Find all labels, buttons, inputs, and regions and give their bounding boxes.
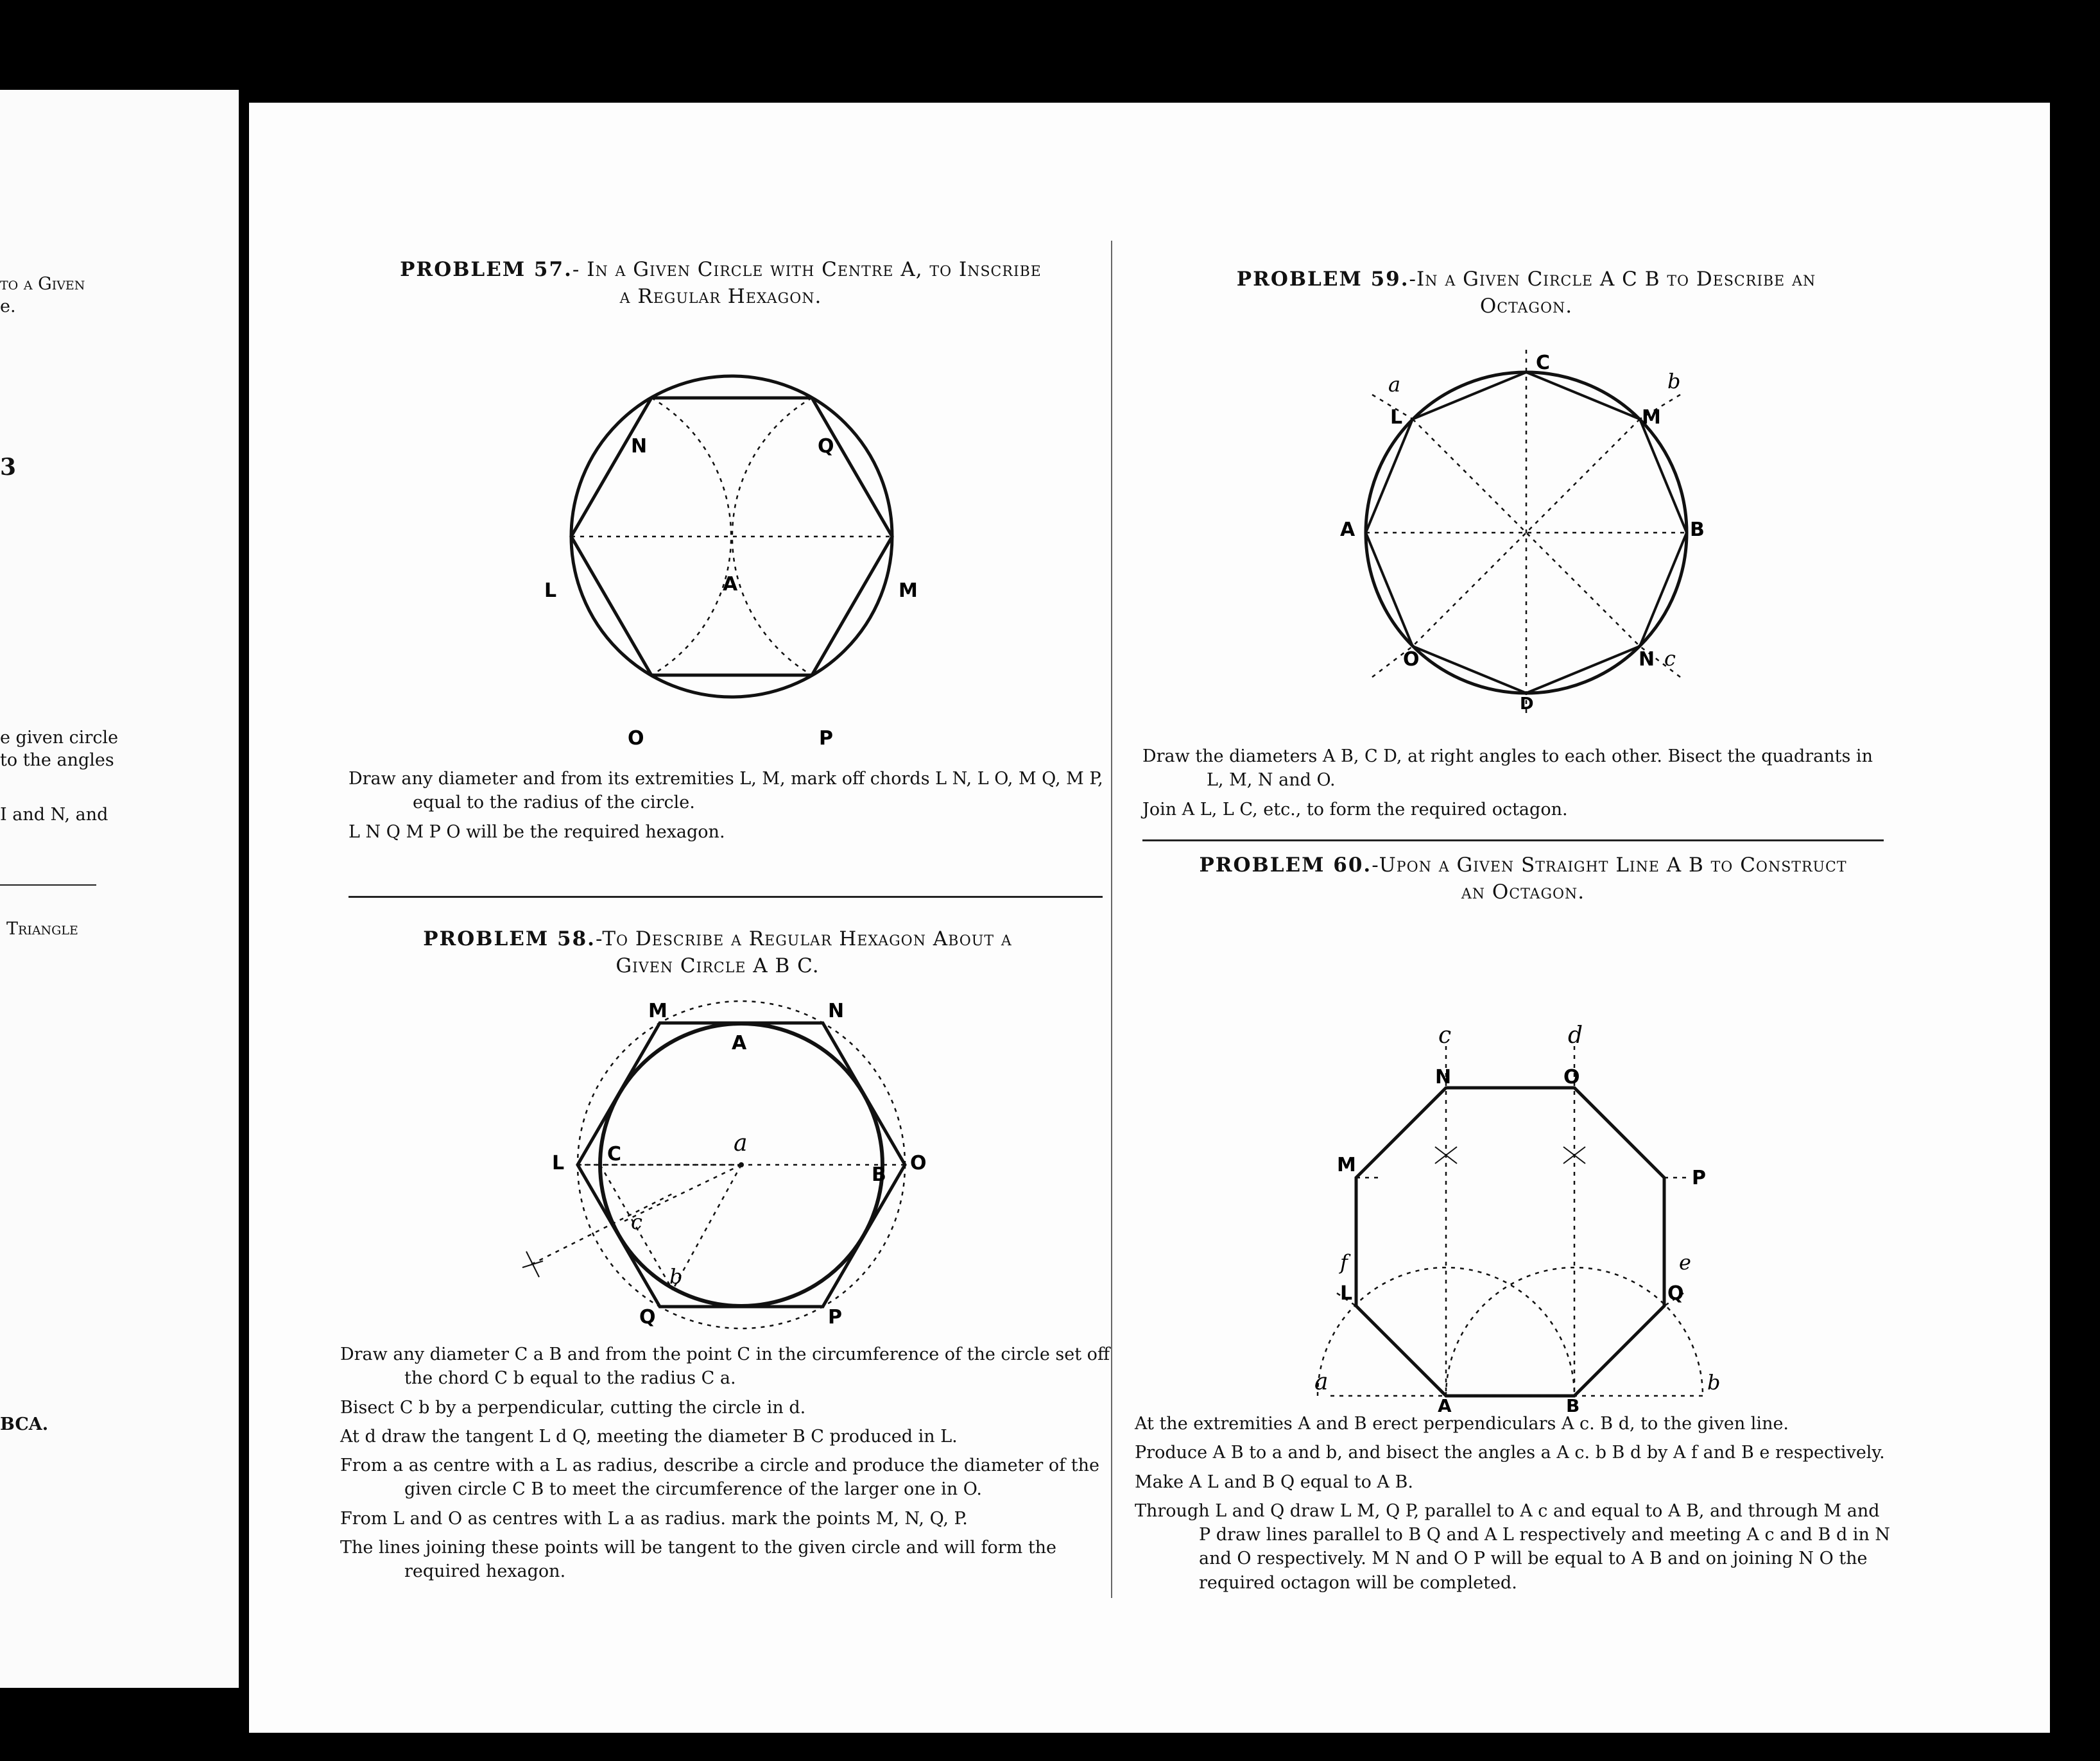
- label-A: A: [723, 573, 738, 596]
- label-Q: Q: [639, 1306, 656, 1328]
- label-O: O: [1403, 648, 1420, 671]
- label-N: N: [631, 435, 648, 458]
- problem-59-diagram: [1334, 337, 1732, 735]
- label-a: a: [734, 1130, 748, 1156]
- label-L: L: [552, 1152, 565, 1174]
- label-e: e: [1679, 1250, 1691, 1275]
- previous-page-edge: [0, 90, 239, 1688]
- divider-57-58: [349, 896, 1103, 898]
- label-A: A: [1438, 1395, 1452, 1412]
- label-Q: Q: [1667, 1282, 1684, 1305]
- problem-59-number: PROBLEM 59.: [1236, 268, 1409, 291]
- problem-58-title-text: -To Describe a Regular Hexagon About a: [595, 927, 1012, 950]
- label-C: C: [1536, 352, 1551, 374]
- label-C: C: [607, 1143, 622, 1165]
- label-B: B: [1566, 1395, 1580, 1412]
- label-P: P: [819, 727, 833, 750]
- paragraph: Draw the diameters A B, C D, at right angles to each other. Bisect the quadrants in L, M, N and O.: [1142, 746, 1873, 791]
- paragraph: From a as centre with a L as radius, describe a circle and produce the diameter of the given circle C B to meet the circumference of the larger one in O.: [340, 1456, 1099, 1500]
- paragraph: Produce A B to a and b, and bisect the angles a A c. b B d by A f and B e respectively.: [1135, 1443, 1885, 1463]
- divider-59-60: [1142, 839, 1884, 841]
- problem-57-title: [326, 257, 1115, 311]
- paragraph: At d draw the tangent L d Q, meeting the diameter B C produced in L.: [340, 1426, 958, 1447]
- prev-line: 3: [0, 454, 17, 481]
- label-f: f: [1340, 1250, 1348, 1275]
- paragraph: Bisect C b by a perpendicular, cutting the circle in d.: [340, 1397, 806, 1418]
- label-O: O: [628, 727, 644, 750]
- paragraph: At the extremities A and B erect perpendiculars A c. B d, to the given line.: [1135, 1414, 1789, 1434]
- label-a: a: [1388, 372, 1401, 397]
- paragraph: Draw any diameter C a B and from the point C in the circumference of the circle set off the chord C b equal to the radius C a.: [340, 1344, 1110, 1389]
- main-page: [249, 103, 2050, 1733]
- label-L: L: [544, 580, 557, 602]
- problem-60-title-line2: an Octagon.: [1461, 880, 1585, 904]
- prev-line: Triangle: [6, 919, 78, 939]
- label-c: c: [1438, 1022, 1452, 1049]
- prev-line: e given circle: [0, 728, 119, 748]
- paragraph: Draw any diameter and from its extremities L, M, mark off chords L N, L O, M Q, M P, equal to the radius of the circle.: [349, 769, 1103, 813]
- problem-60-text: [1135, 1412, 1892, 1600]
- problem-59-title-line2: Octagon.: [1479, 294, 1573, 318]
- label-b: b: [1667, 369, 1681, 393]
- problem-60-title: [1135, 852, 1911, 906]
- problem-58-title: [320, 926, 1115, 980]
- paragraph: From L and O as centres with L a as radius. mark the points M, N, Q, P.: [340, 1508, 968, 1529]
- label-M: M: [899, 580, 918, 602]
- label-Q: Q: [818, 435, 834, 458]
- paragraph: Through L and Q draw L M, Q P, parallel to A c and equal to A B, and through M and P draw lines parallel to B Q and A L respectively and meeting A c and B d in N and O respectively. M N and O P will be equal to A B and on joining N O the required octagon will be completed.: [1135, 1500, 1891, 1593]
- label-a: a: [1314, 1369, 1329, 1395]
- label-N: N: [828, 1000, 845, 1022]
- label-N: N: [1639, 648, 1655, 671]
- prev-divider: [0, 884, 96, 886]
- problem-60-number: PROBLEM 60.: [1199, 854, 1372, 877]
- problem-57-diagram: [499, 314, 961, 764]
- label-A: A: [1340, 519, 1356, 541]
- problem-57-number: PROBLEM 57.: [400, 258, 572, 281]
- label-b: b: [1707, 1370, 1721, 1395]
- problem-58-diagram: [480, 995, 987, 1341]
- label-N: N: [1435, 1066, 1452, 1088]
- prev-line: I and N, and: [0, 805, 108, 825]
- problem-58-title-line2: Given Circle A B C.: [615, 954, 820, 977]
- problem-60-diagram: [1314, 918, 1751, 1412]
- label-O: O: [1563, 1066, 1580, 1088]
- label-c: c: [631, 1210, 642, 1234]
- problem-58-number: PROBLEM 58.: [423, 927, 596, 950]
- paragraph: The lines joining these points will be tangent to the given circle and will form the required hexagon.: [340, 1537, 1057, 1581]
- prev-line: e.: [0, 296, 16, 316]
- problem-59-title-text: -In a Given Circle A C B to Describe an: [1409, 268, 1816, 291]
- label-P: P: [828, 1306, 842, 1328]
- problem-57-title-text: - In a Given Circle with Centre A, to Inscribe: [572, 258, 1042, 281]
- problem-59-title: [1141, 266, 1911, 320]
- label-B: B: [872, 1164, 886, 1186]
- paragraph: Make A L and B Q equal to A B.: [1135, 1472, 1413, 1492]
- column-divider: [1111, 241, 1112, 1598]
- label-P: P: [1692, 1167, 1706, 1189]
- problem-57-text: [349, 767, 1112, 849]
- label-M: M: [1337, 1154, 1356, 1176]
- prev-line: BCA.: [0, 1414, 49, 1434]
- problem-57-title-line2: a Regular Hexagon.: [619, 284, 822, 308]
- problem-60-title-text: -Upon a Given Straight Line A B to Construct: [1372, 854, 1847, 877]
- paragraph: L N Q M P O will be the required hexagon.: [349, 821, 725, 842]
- label-d: d: [1568, 1022, 1583, 1049]
- label-B: B: [1690, 519, 1705, 541]
- label-b: b: [669, 1264, 683, 1289]
- label-D: D: [1520, 694, 1534, 714]
- label-M: M: [1642, 406, 1661, 429]
- label-c: c: [1664, 646, 1676, 671]
- label-L: L: [1390, 406, 1403, 429]
- paragraph: Join A L, L C, etc., to form the required octagon.: [1142, 799, 1568, 820]
- prev-line: to a Given: [0, 274, 85, 294]
- label-L: L: [1340, 1282, 1353, 1305]
- label-M: M: [648, 1000, 667, 1022]
- prev-line: to the angles: [0, 750, 114, 770]
- problem-58-text: [340, 1343, 1110, 1588]
- problem-59-text: [1142, 744, 1890, 827]
- label-O: O: [910, 1152, 927, 1174]
- label-A: A: [732, 1032, 747, 1054]
